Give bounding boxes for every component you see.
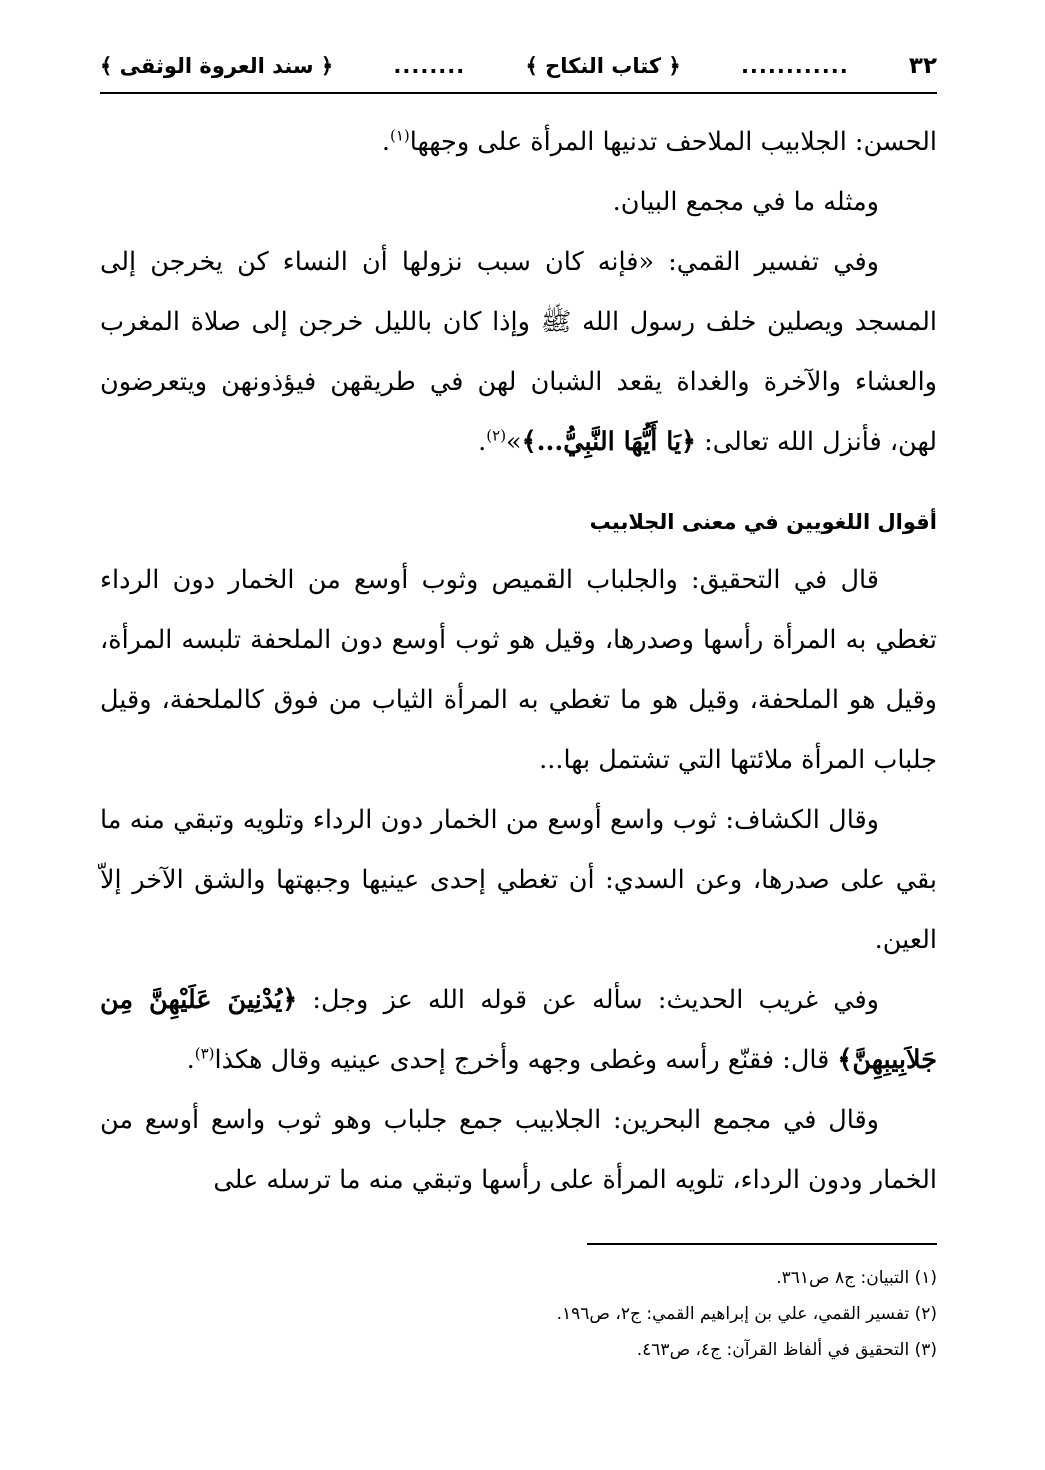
running-header	[100, 40, 937, 94]
quran-verse: ﴿يَا أَيُّهَا النَّبِيُّ...﴾	[521, 427, 696, 457]
footnote-divider	[587, 1243, 937, 1245]
paragraph-3: وفي تفسير القمي: «فإنه كان سبب نزولها أن النساء كن يخرجن إلى المسجد ويصلين خلف رسول الله ﷺ وإذا كان بالليل خرجن إلى صلاة المغرب والعشاء والآخرة والغداة يقعد الشبان لهن في طريقهن فيؤذونهن ويتعرضون لهن، فأنزل الله تعالى: ﴿يَا أَيُّهَا النَّبِيُّ...﴾»$^{(٢)}$.	[100, 247, 937, 457]
footnote-1: (١) التبيان: ج٨ ص٣٦١.	[776, 1268, 937, 1288]
paragraph-6: وفي غريب الحديث: سأله عن قوله الله عز وجل: ﴿يُدْنِينَ عَلَيْهِنَّ مِن جَلاَبِيبِهِنَّ﴾ قال: فقنّع رأسه وغطى وجهه وأخرج إحدى عينيه وقال هكذا$^{(٣)}$.	[100, 985, 937, 1075]
header-dots: ............	[740, 54, 849, 78]
paragraph-7: وقال في مجمع البحرين: الجلابيب جمع جلباب وهو ثوب واسع أوسع من الخمار ودون الرداء، تلويه المرأة على رأسها وتبقي منه ما ترسله على	[100, 1105, 937, 1195]
page-number: ٣٢	[908, 53, 937, 79]
footnote-2: (٢) تفسير القمي، علي بن إبراهيم القمي: ج٢، ص١٩٦.	[556, 1304, 937, 1324]
section-heading: أقوال اللغويين في معنى الجلابيب	[589, 510, 937, 534]
header-dots: ........	[393, 54, 466, 78]
footnote-3: (٣) التحقيق في ألفاظ القرآن: ج٤، ص٤٦٣.	[636, 1340, 937, 1360]
footnote-ref-1: (١)	[390, 126, 410, 145]
paragraph-1: الحسن: الجلابيب الملاحف تدنيها المرأة على وجهها$^{(١)}$.	[381, 126, 937, 157]
footnote-ref-2: (٢)	[486, 426, 507, 445]
quran-verse: ﴿يُدْنِينَ عَلَيْهِنَّ مِن جَلاَبِيبِهِنَّ﴾	[100, 985, 937, 1075]
main-text	[100, 112, 937, 1210]
chapter-title: ﴿ كتاب النكاح ﴾	[525, 54, 681, 78]
footnotes	[100, 1260, 937, 1368]
book-title: ﴿ سند العروة الوثقى ﴾	[100, 54, 334, 78]
paragraph-5: وقال الكشاف: ثوب واسع أوسع من الخمار دون الرداء وتلويه وتبقي منه ما بقي على صدرها، وعن السدي: أن تغطي إحدى عينيها وجبهتها والشق الآخر إلاّ العين.	[100, 805, 937, 955]
paragraph-4: قال في التحقيق: والجلباب القميص وثوب أوسع من الخمار دون الرداء تغطي به المرأة رأسها وصدرها، وقيل هو ثوب أوسع دون الملحفة تلبسه المرأة، وقيل هو الملحفة، وقيل هو ما تغطي به المرأة الثياب من فوق كالملحفة، وقيل جلباب المرأة ملائتها التي تشتمل بها...	[100, 565, 937, 775]
book-page	[100, 40, 937, 1430]
footnote-ref-3: (٣)	[194, 1044, 215, 1063]
paragraph-2: ومثله ما في مجمع البيان.	[612, 187, 879, 217]
